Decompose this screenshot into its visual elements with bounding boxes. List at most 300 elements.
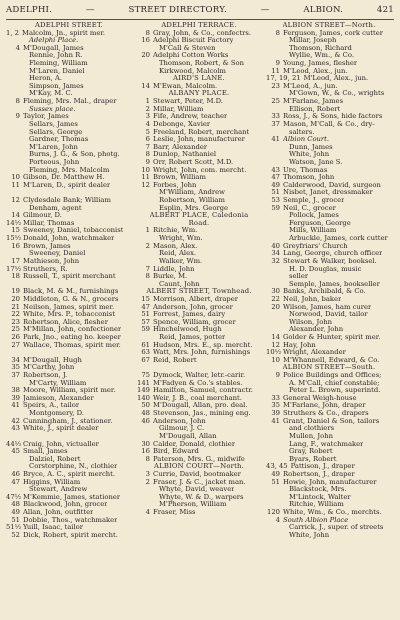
directory-entry [6,364,132,372]
entry-text: Ritchie, Wm. [153,227,198,235]
house-number [6,167,23,175]
house-number [266,273,283,281]
directory-entry [136,151,262,159]
columns [6,22,394,539]
house-number [266,220,283,228]
house-number [266,52,283,60]
house-number: 35 [271,402,280,410]
street-heading-text: Road. [188,219,210,227]
directory-entry [136,387,262,395]
column-2 [136,22,262,539]
house-number: 26 [11,333,20,341]
house-number [6,486,23,494]
entry-text: M'Kay, M. C. [29,90,73,98]
street-heading [136,288,262,296]
house-number: 47 [141,303,150,311]
entry-text: Thomson, John [283,174,335,182]
directory-entry [266,144,392,152]
house-number [266,486,283,494]
directory-entry [6,220,132,228]
directory-entry [6,395,132,403]
house-number: 47 [271,174,280,182]
entry-text: Bryce, A. C., spirit mercht. [23,470,116,478]
house-number: 41 [11,402,20,410]
directory-entry [136,479,262,487]
house-number [6,52,23,60]
column-1 [6,22,132,539]
entry-text: Dunn, James [289,143,333,151]
directory-entry [6,159,132,167]
entry-text: Yuill, Isaac, tailor [23,524,83,532]
house-number [266,532,283,540]
house-number [136,433,153,441]
house-number [266,90,283,98]
house-number: 9 [145,158,150,166]
house-number: 23 [271,82,280,90]
directory-entry [266,311,392,319]
entry-text: M'Carthy, John [23,364,75,372]
entry-text: Gibson, Dr. Matthew H. [23,174,105,182]
entry-text: White, John [289,151,330,159]
house-number: 49 [11,509,20,516]
entry-text: Ritchie, William [289,501,344,509]
house-number [6,410,23,418]
house-number: 12 [271,341,280,349]
entry-text: Nisbet, Janet, dressmaker [283,189,373,197]
directory-entry [136,106,262,114]
directory-entry [136,441,262,449]
house-number: 42 [11,417,20,425]
house-number: 51½ [6,524,22,532]
house-number: 33 [271,394,280,402]
directory-entry [136,410,262,418]
house-number: 10 [141,166,150,174]
entry-text: Ellison, Robert [289,105,341,113]
directory-entry [266,60,392,68]
directory-entry [266,395,392,403]
house-number: 53 [271,197,280,205]
entry-text: Weir, J. B., coal merchant. [153,394,242,402]
entry-text: M'Laren, John [29,143,78,151]
entry-text: Wyllie, Wm., & Co. [289,52,354,60]
directory-entry [6,98,132,106]
house-number: 8 [15,98,20,106]
directory-entry [136,501,262,509]
house-number: 22 [11,311,20,319]
entry-text: Forrest, James, dairy [153,311,226,319]
directory-entry [6,486,132,494]
directory-entry [136,197,262,205]
entry-text: Mathieson, John [23,257,80,265]
directory-entry [136,121,262,129]
street-heading [266,364,392,372]
house-number: 15½ [6,235,22,243]
house-number [6,37,23,45]
entry-text: Adelphi Biscuit Factory [153,37,234,45]
house-number [6,83,23,91]
house-number: 18 [11,273,20,281]
entry-text: Fraser, Miss [153,509,196,516]
street-heading-text: ALBERT PLACE, Caledonia [149,212,249,220]
house-number: 37 [271,120,280,128]
directory-entry [136,319,262,327]
house-number [6,121,23,129]
house-number: 47 [11,478,20,486]
directory-entry [266,258,392,266]
house-number [6,68,23,76]
entry-text: Barr, Alexander [153,143,208,151]
entry-text: M'Whannell, Edward, & Co. [283,356,380,364]
entry-text: Simpson, James [29,82,84,90]
entry-text: Burns, J. G., & Son, photg. [29,151,120,159]
house-number: 3 [145,113,150,121]
street-heading [136,463,262,471]
directory-entry [266,304,392,312]
entry-text: Wright, John, com. mercht. [153,166,247,174]
house-number: 1 [145,98,150,106]
house-number [136,281,153,289]
house-number: 8 [275,29,280,37]
house-number: 39 [271,410,280,418]
entry-text: Burke, M. [153,273,188,281]
entry-text: Lang, George, church officer [283,250,383,258]
directory-entry [136,357,262,365]
entry-text: M'Call & Steven [159,44,216,52]
directory-entry [136,448,262,456]
entry-text: Neil, John, baker [283,295,342,303]
house-number: 33 [271,113,280,121]
house-number: 57 [141,318,150,326]
directory-entry [266,159,392,167]
directory-entry [6,167,132,175]
directory-entry [6,410,132,418]
directory-entry [266,463,392,471]
directory-entry [6,380,132,388]
directory-entry [136,45,262,53]
house-number: 30 [271,288,280,296]
directory-entry [266,106,392,114]
entry-text: Walker, Wm. [159,257,203,265]
house-number [6,90,23,98]
directory-entry [136,83,262,91]
house-number: 4 [15,44,20,52]
directory-entry [6,106,132,114]
house-number: 8 [145,29,150,37]
entry-text: Calder, Donald, clothier [153,440,236,448]
directory-entry [6,113,132,121]
entry-text: Paterson, Mrs. G., midwife [153,455,245,463]
directory-entry [266,212,392,220]
street-heading [136,22,262,30]
entry-text: Lang, F., watchmaker [289,440,364,448]
directory-entry [266,182,392,190]
directory-entry [136,304,262,312]
directory-entry [136,494,262,502]
entry-text: Spence, William, grocer [153,318,236,326]
directory-entry [266,342,392,350]
entry-text: M'Dougall, Allan, pro. deal. [153,402,248,410]
house-number: 67 [141,356,150,364]
house-number: 23 [11,318,20,326]
house-number: 5 [145,128,150,136]
entry-text: Semple, J., grocer [283,197,345,205]
entry-text: Gilmour, J. C. [159,425,205,433]
directory-entry [136,425,262,433]
entry-text: M'Leod, Alex., jun. [303,75,369,83]
directory-entry [266,334,392,342]
directory-entry [266,136,392,144]
entry-text: Caunt, John [159,280,200,288]
directory-entry [6,418,132,426]
entry-text: Hay, John [283,341,316,349]
entry-text: Wright, Wm. [159,235,203,243]
entry-text: Forbes, John [153,181,197,189]
entry-text: M'Dougall, Hugh [23,356,82,364]
entry-text: Rennie, John R. [29,52,83,60]
entry-text: Gilmour, D. [23,212,62,220]
entry-text: Ure, Thomas [283,166,328,174]
house-number: 17½ [6,265,22,273]
house-number: 59 [271,204,280,212]
entry-text: Orr, Robert Scott, M.D. [153,158,234,166]
entry-text: Morrison, Albert, draper [153,295,239,303]
directory-entry [6,471,132,479]
house-number: 46 [141,417,150,425]
entry-text: Millar, William [153,105,204,113]
directory-entry [6,463,132,471]
house-number [266,501,283,509]
directory-entry [266,471,392,479]
entry-text: Moore, William, spirit mer. [23,387,116,395]
directory-entry [6,494,132,502]
entry-text: Small, James [23,448,68,456]
house-number: 51 [271,478,280,486]
house-number: 52 [11,531,20,539]
house-number: 43 [11,425,20,433]
directory-entry [136,60,262,68]
directory-entry [266,319,392,327]
entry-text: White, John [289,531,330,539]
directory-entry [266,501,392,509]
entry-text: Bird, Edward [153,448,199,456]
entry-text: Dick, Robert, spirit mercht. [23,531,118,539]
house-number: 21 [11,303,20,311]
house-number [266,37,283,45]
house-number [266,311,283,319]
entry-text: Hudson, Mrs. E., sp. mercht. [153,341,253,349]
entry-text: Montgomery, D. [29,410,84,418]
directory-entry [136,380,262,388]
entry-text: A. M'Call, chief constable; [289,379,380,387]
house-number: 15 [141,295,150,303]
entry-text: Fleming, Mrs. Mal., draper [23,98,117,106]
directory-entry [266,349,392,357]
entry-text: Wright, Alexander [283,349,346,357]
directory-entry [266,98,392,106]
section-gap [6,189,132,197]
entry-text: Stewart & Walker, booksel. [283,257,377,265]
house-number: 30 [141,440,150,448]
entry-text: Reid, Robert [153,356,197,364]
house-number: 15 [11,227,20,235]
section-gap [6,433,132,441]
directory-entry [266,456,392,464]
house-number: 59 [141,326,150,334]
directory-entry [136,402,262,410]
directory-entry [6,266,132,274]
entry-text: Struthers, R. [23,265,68,273]
house-number: 51 [271,189,280,197]
house-number: 14 [271,333,280,341]
house-number: 16 [141,448,150,456]
directory-entry [6,258,132,266]
directory-entry [6,448,132,456]
street-heading [136,212,262,220]
house-number: 40 [271,242,280,250]
entry-text: Gray, Robert [289,448,333,456]
house-number: 51 [11,516,20,524]
entry-text: White, Mrs. P., tobacconist [23,311,116,319]
house-number: 17 [11,257,20,265]
directory-entry [6,37,132,45]
house-number: 41 [271,136,280,144]
directory-entry [6,83,132,91]
directory-entry [266,524,392,532]
directory-entry [6,90,132,98]
entry-text: Denham, agent [29,204,82,212]
entry-text: Wilson, John [289,318,333,326]
house-number: 34 [11,356,20,364]
directory-entry [136,30,262,38]
header-right: ALBION. [303,5,344,15]
street-heading-text: ALBERT STREET, Townhead. [146,288,252,296]
house-number: 16 [141,37,150,45]
directory-entry [266,83,392,91]
directory-entry [266,387,392,395]
entry-text: Allan, John, outfitter [23,509,94,516]
entry-text: Watt, Mrs. John, furnishings [153,349,251,357]
directory-entry [6,304,132,312]
house-number [136,334,153,342]
house-number [136,258,153,266]
directory-entry [136,326,262,334]
directory-entry [6,402,132,410]
directory-entry [136,266,262,274]
entry-text: Millar, Thomas [23,219,75,227]
house-number: 9 [275,60,280,68]
directory-entry [6,151,132,159]
directory-entry [6,311,132,319]
directory-entry [136,273,262,281]
directory-entry [266,151,392,159]
house-number: 75 [141,372,150,380]
house-number [266,266,283,274]
entry-text: Esplin, Mrs. George [159,204,229,212]
house-number [266,129,283,137]
house-number [6,151,23,159]
house-number: 120 [267,509,280,516]
entry-text: Heron, A. [29,75,63,83]
house-number [136,501,153,509]
house-number: 32 [271,257,280,265]
directory-entry [266,410,392,418]
street-heading [136,90,262,98]
directory-entry [266,532,392,540]
entry-text: Police Buildings and Offices; [283,372,382,380]
directory-entry [266,30,392,38]
house-number: 14½ [6,219,22,227]
directory-entry [266,357,392,365]
directory-entry [6,75,132,83]
entry-text: Blackwood, John, grocer [23,501,108,509]
directory-entry [266,433,392,441]
header-dash-1: — [85,5,95,15]
house-number: 11 [141,174,150,182]
house-number [266,45,283,53]
house-number [6,136,23,144]
entry-text: Whyte, David, weaver [159,486,235,494]
house-number: 2 [145,105,150,113]
house-number: 14 [141,82,150,90]
entry-text: Golder & Hunter, spirit mer. [283,333,381,341]
house-number [266,326,283,334]
directory-entry [136,372,262,380]
entry-text: Corstorphine, N., clothier [29,463,118,471]
directory-entry [136,433,262,441]
directory-entry [136,205,262,213]
entry-text: Peter L. Brown, superintd. [289,387,381,395]
entry-text: M'Leod, Alex., jun. [283,67,348,75]
house-number: 45 [11,448,20,456]
house-number: 39 [11,394,20,402]
house-number [266,319,283,327]
directory-entry [6,326,132,334]
entry-text: Pollock, James [289,212,339,220]
directory-entry [136,174,262,182]
directory-entry [6,205,132,213]
directory-entry [136,509,262,517]
house-number [136,250,153,258]
entry-text: South Albion Place [283,516,349,524]
entry-text: Robertson, J. [23,372,68,380]
entry-text: Brown, William [153,174,206,182]
entry-text: Ferguson, George [289,219,351,227]
entry-text: Stewart, Peter, M.D. [153,98,223,106]
directory-entry [266,205,392,213]
entry-text: Sellars, James [29,120,78,128]
entry-text: Arbuckle, James, cork cutter [289,235,388,243]
running-header [6,5,394,20]
directory-entry [136,182,262,190]
directory-entry [136,334,262,342]
directory-entry [136,243,262,251]
street-heading [136,220,262,228]
directory-entry [136,456,262,464]
street-heading-text: AIRD'S LANE. [173,75,225,83]
entry-text: Blackstock, Mrs. [289,486,347,494]
section-gap [136,364,262,372]
house-number: 27 [11,341,20,349]
directory-entry [136,37,262,45]
house-number [6,129,23,137]
entry-text: Leslie, John, manufacturer [153,136,245,144]
directory-entry [136,159,262,167]
house-number: 19 [11,288,20,296]
entry-text: M'Ewan, Malcolm. [153,82,218,90]
directory-entry [6,30,132,38]
house-number: 61 [141,341,150,349]
directory-entry [266,418,392,426]
